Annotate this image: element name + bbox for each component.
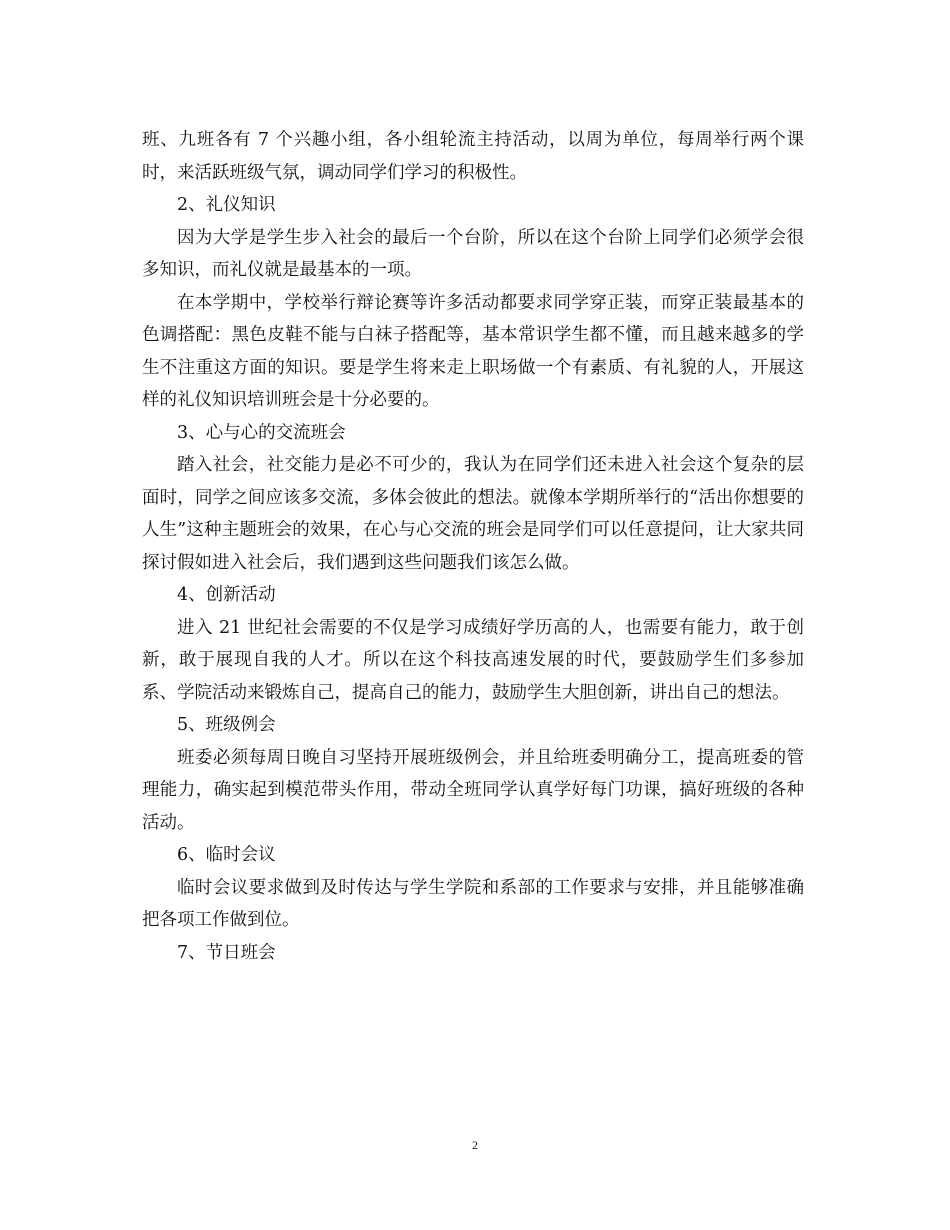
paragraph-communication: 踏入社会，社交能力是必不可少的，我认为在同学们还未进入社会这个复杂的层面时，同学之间应该多交流，多体会彼此的想法。就像本学期所举行的“活出你想要的人生”这种主题班会的效果，在心与心交流的班会是同学们可以任意提问，让大家共同探讨假如进入社会后，我们遇到这些问题我们该怎么做。 [142, 455, 804, 573]
paragraph-innovation: 进入 21 世纪社会需要的不仅是学习成绩好学历高的人，也需要有能力，敢于创新，敢于展现自我的人才。所以在这个科技高速发展的时代，要鼓励学生们多参加系、学院活动来锻炼自己，提高自己的能力，鼓励学生大胆创新，讲出自己的想法。 [142, 617, 804, 703]
section-heading-etiquette: 2、礼仪知识 [177, 195, 276, 215]
paragraph-class-meeting: 班委必须每周日晚自习坚持开展班级例会，并且给班委明确分工，提高班委的管理能力，确实起到模范带头作用，带动全班同学认真学好每门功课，搞好班级的各种活动。 [142, 747, 804, 833]
paragraph-temporary-meeting: 临时会议要求做到及时传达与学生学院和系部的工作要求与安排，并且能够准确把各项工作做到位。 [142, 877, 804, 930]
section-heading-holiday-meeting: 7、节日班会 [177, 942, 276, 963]
section-heading-class-meeting: 5、班级例会 [177, 715, 276, 735]
paragraph-etiquette-intro: 因为大学是学生步入社会的最后一个台阶，所以在这个台阶上同学们必须学会很多知识，而礼仪就是最基本的一项。 [142, 227, 804, 280]
paragraph-etiquette-detail: 在本学期中，学校举行辩论赛等许多活动都要求同学穿正装，而穿正装最基本的色调搭配：黑色皮鞋不能与白袜子搭配等，基本常识学生都不懂，而且越来越多的学生不注重这方面的知识。要是学生将来走上职场做一个有素质、有礼貌的人，开展这样的礼仪知识培训班会是十分必要的。 [142, 292, 804, 410]
paragraph-continuation: 班、九班各有 7 个兴趣小组，各小组轮流主持活动，以周为单位，每周举行两个课时，来活跃班级气氛，调动同学们学习的积极性。 [142, 130, 804, 183]
document-body [142, 124, 804, 969]
section-heading-communication: 3、心与心的交流班会 [177, 422, 346, 443]
page-number: 2 [472, 1138, 478, 1152]
section-heading-innovation: 4、创新活动 [177, 585, 276, 605]
section-heading-temporary-meeting: 6、临时会议 [177, 845, 276, 865]
